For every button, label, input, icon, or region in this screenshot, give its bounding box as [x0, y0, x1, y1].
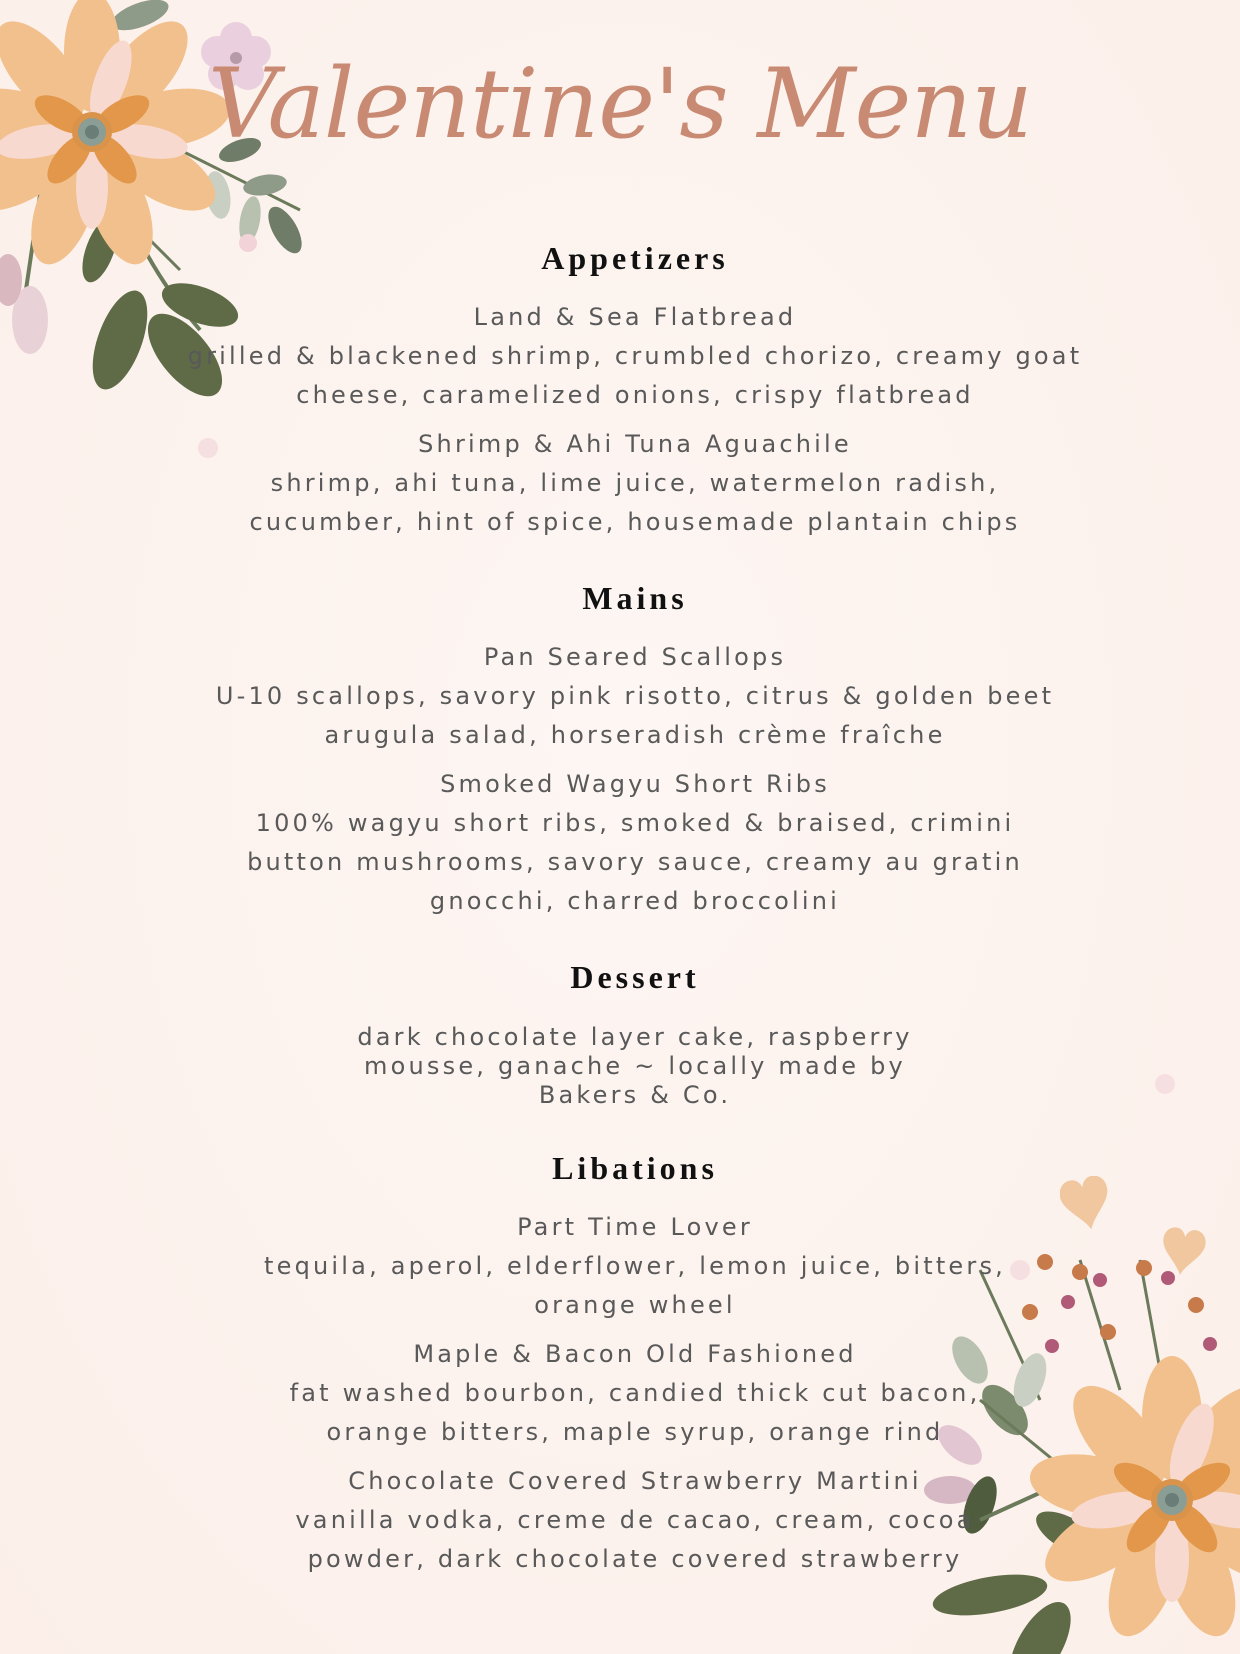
item-description: shrimp, ahi tuna, lime juice, watermelon radish, cucumber, hint of spice, housemade plantain chips [249, 469, 1021, 536]
section-title: Libations [552, 1150, 718, 1186]
menu-item [170, 1208, 1100, 1325]
decorative-dot [1155, 1074, 1175, 1094]
menu-item [170, 425, 1100, 542]
item-description: 100% wagyu short ribs, smoked & braised, crimini button mushrooms, savory sauce, creamy au gratin gnocchi, charred broccolini [247, 809, 1023, 915]
section-libations [170, 1142, 1100, 1579]
menu-item [170, 1462, 1100, 1579]
item-name: Land & Sea Flatbread [473, 303, 797, 331]
section-appetizers [170, 232, 1100, 542]
item-description: U-10 scallops, savory pink risotto, citrus & golden beet arugula salad, horseradish crème fraîche [215, 682, 1055, 749]
item-name: Pan Seared Scallops [483, 643, 787, 671]
section-title: Appetizers [541, 240, 729, 276]
item-name: Maple & Bacon Old Fashioned [413, 1340, 857, 1368]
section-dessert [170, 951, 1100, 1110]
menu-item [170, 1335, 1100, 1452]
item-description: grilled & blackened shrimp, crumbled chorizo, creamy goat cheese, caramelized onions, crispy flatbread [187, 342, 1083, 409]
item-name: Chocolate Covered Strawberry Martini [348, 1467, 922, 1495]
item-name: Shrimp & Ahi Tuna Aguachile [418, 430, 852, 458]
section-mains [170, 572, 1100, 921]
menu-item [170, 765, 1100, 921]
menu-content [170, 232, 1100, 1579]
menu-item [170, 638, 1100, 755]
menu-item [170, 298, 1100, 415]
menu-title: Valentine's Menu [208, 48, 1032, 160]
item-name: Part Time Lover [517, 1213, 753, 1241]
item-description: dark chocolate layer cake, raspberry mousse, ganache ~ locally made by Bakers & Co. [357, 1023, 913, 1109]
section-title: Mains [582, 580, 688, 616]
item-description: fat washed bourbon, candied thick cut bacon, orange bitters, maple syrup, orange rind [289, 1379, 981, 1446]
item-description: vanilla vodka, creme de cacao, cream, cocoa powder, dark chocolate covered strawberry [295, 1506, 975, 1573]
item-name: Smoked Wagyu Short Ribs [440, 770, 830, 798]
section-title: Dessert [570, 959, 700, 995]
item-description: tequila, aperol, elderflower, lemon juice, bitters, orange wheel [264, 1252, 1006, 1319]
